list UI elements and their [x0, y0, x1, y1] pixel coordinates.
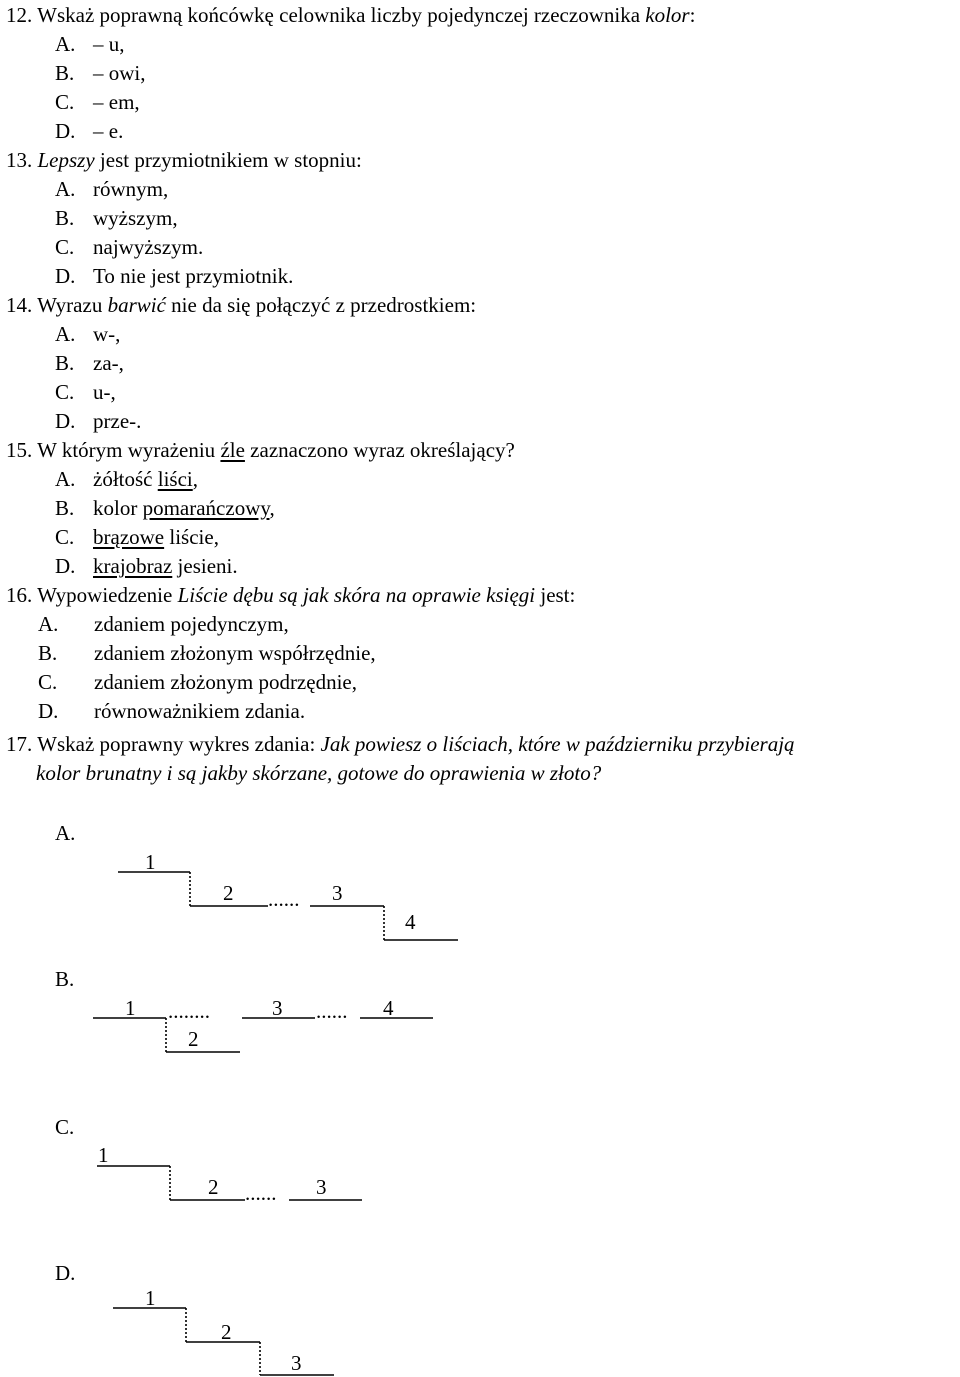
q15-stem: 15. W którym wyrażeniu źle zaznaczono wyraz określający? [6, 438, 515, 462]
q14-option-d[interactable]: D. prze-. [55, 409, 142, 433]
q14-option-a[interactable]: A. w-, [55, 322, 121, 346]
diagram-a-dots: ...... [268, 887, 300, 911]
q12-option-d[interactable]: D. – e. [55, 119, 124, 143]
q12-option-b[interactable]: B. – owi, [55, 61, 146, 85]
diagram-a-num-2: 2 [223, 881, 234, 905]
q12-stem: 12. Wskaż poprawną końcówkę celownika liczby pojedynczej rzeczownika kolor: [6, 3, 696, 27]
q13-option-b[interactable]: B. wyższym, [55, 206, 178, 230]
diagram-b-num-1: 1 [125, 996, 136, 1020]
diagram-b-num-3: 3 [272, 996, 283, 1020]
diagram-a-num-1: 1 [145, 850, 156, 874]
q14-option-c[interactable]: C. u-, [55, 380, 116, 404]
q12-option-c[interactable]: C. – em, [55, 90, 140, 114]
q17-stem-line2: kolor brunatny i są jakby skórzane, gotowe do oprawienia w złoto? [36, 761, 602, 785]
q14-option-b[interactable]: B. za-, [55, 351, 124, 375]
q16-stem: 16. Wypowiedzenie Liście dębu są jak skóra na oprawie księgi jest: [6, 583, 576, 607]
q16-option-c[interactable]: C. zdaniem złożonym podrzędnie, [38, 670, 357, 694]
diagram-c-dots: ...... [245, 1181, 277, 1205]
q12-option-a[interactable]: A. – u, [55, 32, 125, 56]
q15-option-c[interactable]: C. brązowe liście, [55, 525, 219, 549]
q13-stem: 13. Lepszy jest przymiotnikiem w stopniu: [6, 148, 362, 172]
diagram-d-num-1: 1 [145, 1286, 156, 1310]
diagram-d-label[interactable]: D. [55, 1261, 76, 1285]
q15-option-b[interactable]: B. kolor pomarańczowy, [55, 496, 275, 520]
diagram-d-num-2: 2 [221, 1320, 232, 1344]
diagram-b-label[interactable]: B. [55, 967, 75, 991]
diagram-a-label[interactable]: A. [55, 821, 76, 845]
q17-stem: 17. Wskaż poprawny wykres zdania: Jak powiesz o liściach, które w październiku przybierają [6, 732, 795, 756]
q16-option-d[interactable]: D. równoważnikiem zdania. [38, 699, 306, 723]
diagram-c-num-2: 2 [208, 1175, 219, 1199]
diagram-c-num-3: 3 [316, 1175, 327, 1199]
q15-option-a[interactable]: A. żółtość liści, [55, 467, 198, 491]
diagram-b-dots-1: ........ [168, 999, 210, 1023]
diagram-c-num-1: 1 [98, 1143, 109, 1167]
diagram-b-num-4: 4 [383, 996, 394, 1020]
q13-option-d[interactable]: D. To nie jest przymiotnik. [55, 264, 294, 288]
q15-option-d[interactable]: D. krajobraz jesieni. [55, 554, 238, 578]
q13-option-c[interactable]: C. najwyższym. [55, 235, 204, 259]
diagram-a-num-4: 4 [405, 910, 416, 934]
diagram-c-label[interactable]: C. [55, 1115, 75, 1139]
diagram-b-num-2: 2 [188, 1027, 199, 1051]
q14-stem: 14. Wyrazu barwić nie da się połączyć z przedrostkiem: [6, 293, 477, 317]
q16-option-b[interactable]: B. zdaniem złożonym współrzędnie, [38, 641, 376, 665]
diagram-b-dots-2: ...... [316, 999, 348, 1023]
diagram-a-num-3: 3 [332, 881, 343, 905]
q16-option-a[interactable]: A. zdaniem pojedynczym, [38, 612, 289, 636]
diagram-d-num-3: 3 [291, 1351, 302, 1375]
q13-option-a[interactable]: A. równym, [55, 177, 169, 201]
